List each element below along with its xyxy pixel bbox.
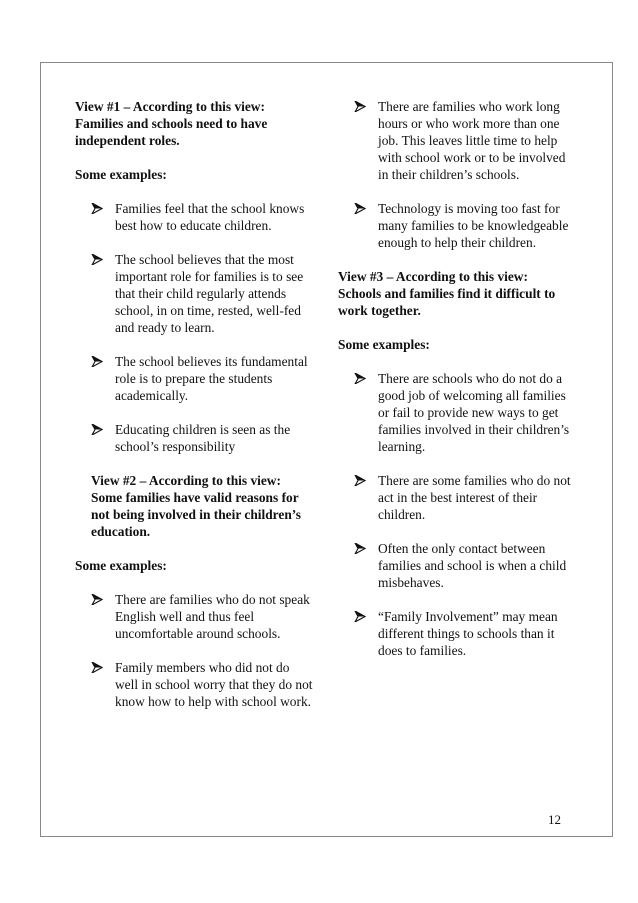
- view1-list: [75, 200, 315, 455]
- list-item-text: Families feel that the school knows best how to educate children.: [115, 201, 305, 233]
- arrow-bullet-icon: [91, 594, 103, 605]
- view2-list-continued: [338, 98, 573, 251]
- view3-list: [338, 370, 573, 659]
- right-column: [338, 98, 573, 659]
- list-item-text: There are some families who do not act in the best interest of their children.: [378, 473, 571, 522]
- view3-examples-label: Some examples:: [338, 337, 430, 352]
- list-item: [75, 421, 315, 455]
- arrow-bullet-icon: [354, 101, 366, 112]
- arrow-bullet-icon: [91, 203, 103, 214]
- list-item: [75, 353, 315, 404]
- view1-examples-label: Some examples:: [75, 167, 167, 182]
- list-item: [338, 472, 573, 523]
- list-item: [75, 591, 315, 642]
- list-item: [338, 540, 573, 591]
- page-number: 12: [548, 812, 561, 827]
- arrow-bullet-icon: [91, 424, 103, 435]
- list-item-text: There are families who do not speak English well and thus feel uncomfortable around schools.: [115, 592, 310, 641]
- list-item-text: Often the only contact between families and school is when a child misbehaves.: [378, 541, 567, 590]
- list-item: [338, 98, 573, 183]
- arrow-bullet-icon: [354, 543, 366, 554]
- list-item: [75, 200, 315, 234]
- arrow-bullet-icon: [354, 611, 366, 622]
- list-item-text: Educating children is seen as the school’s responsibility: [115, 422, 291, 454]
- list-item: [75, 659, 315, 710]
- list-item: [338, 608, 573, 659]
- list-item-text: The school believes that the most important role for families is to see that their child regularly attends school, in on time, rested, well-fed and ready to learn.: [115, 252, 304, 335]
- list-item-text: The school believes its fundamental role is to prepare the students academically.: [115, 354, 308, 403]
- view2-examples-label: Some examples:: [75, 558, 167, 573]
- arrow-bullet-icon: [354, 475, 366, 486]
- list-item-text: “Family Involvement” may mean different things to schools than it does to families.: [378, 609, 558, 658]
- list-item: [338, 370, 573, 455]
- arrow-bullet-icon: [91, 662, 103, 673]
- arrow-bullet-icon: [354, 203, 366, 214]
- list-item-text: There are schools who do not do a good job of welcoming all families or fail to provide new ways to get families involved in their children’s learning.: [378, 371, 570, 454]
- view2-heading: View #2 – According to this view: Some families have valid reasons for not being involved in their children’s education.: [91, 473, 301, 539]
- view1-heading: View #1 – According to this view: Families and schools need to have independent roles.: [75, 99, 268, 148]
- list-item-text: Technology is moving too fast for many families to be knowledgeable enough to help their children.: [378, 201, 569, 250]
- list-item-text: Family members who did not do well in school worry that they do not know how to help with school work.: [115, 660, 313, 709]
- arrow-bullet-icon: [91, 356, 103, 367]
- left-column: [75, 98, 315, 710]
- view2-list: [75, 591, 315, 710]
- arrow-bullet-icon: [91, 254, 103, 265]
- list-item-text: There are families who work long hours or who work more than one job. This leaves little time to help with school work or to be involved in their children’s schools.: [378, 99, 566, 182]
- list-item: [75, 251, 315, 336]
- list-item: [338, 200, 573, 251]
- arrow-bullet-icon: [354, 373, 366, 384]
- view3-heading: View #3 – According to this view: Schools and families find it difficult to work together.: [338, 269, 556, 318]
